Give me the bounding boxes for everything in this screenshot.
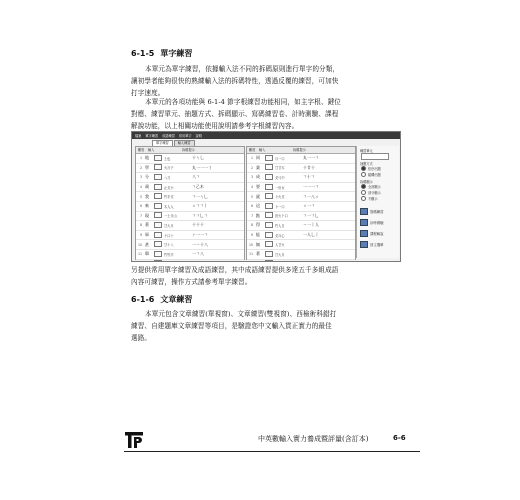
text-line: 本單元為單字練習，依據輸入法不同的拆碼原則進行單字的分類， <box>145 65 340 73</box>
answer-input-cell <box>152 155 162 162</box>
practice-character: 要 <box>255 184 261 190</box>
answer-input-cell <box>263 155 273 162</box>
write-code-button[interactable] <box>360 208 384 215</box>
row-index: 5 <box>250 194 253 199</box>
answer-input-cell <box>152 241 162 248</box>
footer-book-title: 中英數輸入實力養成暨評量(含訂本) <box>258 435 369 443</box>
practice-character: 歲 <box>144 184 150 190</box>
decomposition-hint: 一人乚丨 <box>303 232 319 238</box>
header-cell: 拆碼提示 <box>182 148 195 152</box>
app-tab: 輸入練習 <box>174 140 195 147</box>
answer-input[interactable] <box>154 164 162 170</box>
practice-character: 無 <box>255 241 261 247</box>
practice-character: 得 <box>255 222 261 228</box>
practice-character: 來 <box>144 203 150 209</box>
decomposition-hint: ㄱㄱ乚ㄱ <box>192 212 208 218</box>
practice-character: 地 <box>144 155 150 161</box>
radio-label: 全部顯示 <box>368 185 381 189</box>
book-icon <box>360 230 368 237</box>
answer-input[interactable] <box>265 212 273 218</box>
table-row[interactable] <box>136 183 244 193</box>
radical-label: 廿十八 <box>164 243 174 248</box>
radical-label: 卜火戈 <box>275 195 285 200</box>
menu-item: 常用單字 <box>178 134 192 138</box>
radical-label: 田火卜口 <box>275 214 288 219</box>
answer-input-cell <box>152 184 162 191</box>
answer-input-cell <box>152 174 162 181</box>
answer-input-cell <box>263 174 273 181</box>
row-index: 1 <box>250 156 253 161</box>
text-line: 另提供常用單字練習及成語練習，其中成語練習提供多達五千多組成語 <box>131 266 339 274</box>
row-index: 2 <box>139 165 142 170</box>
row-index: 8 <box>250 223 253 228</box>
row-index: 1 <box>139 156 142 161</box>
radical-label: 止戈小 <box>164 185 174 190</box>
answer-input[interactable] <box>265 164 273 170</box>
radical-label: 一土月山 <box>164 214 177 219</box>
row-index: 11 <box>137 252 142 257</box>
radio-label: 部分顯示 <box>368 191 381 195</box>
row-index: 8 <box>139 223 142 228</box>
table-row[interactable] <box>247 212 355 222</box>
practice-character: 舉 <box>144 251 150 257</box>
table-row[interactable] <box>247 173 355 183</box>
answer-input[interactable] <box>265 241 273 247</box>
table-row[interactable] <box>136 260 244 262</box>
header-cell: 拆碼提示 <box>293 148 306 152</box>
answer-input[interactable] <box>154 260 162 262</box>
section-heading-6-1-5 <box>131 48 192 59</box>
table-row[interactable] <box>247 231 355 241</box>
answer-input-cell <box>263 241 273 248</box>
text-line: 解說功能，以上相關功能使用說明請參考字根練習內容。 <box>131 122 299 130</box>
table-row[interactable] <box>247 240 355 250</box>
answer-input[interactable] <box>265 251 273 257</box>
row-index: 10 <box>248 242 253 247</box>
answer-input-cell <box>263 212 273 219</box>
decomposition-hint: 一ㄧ十八 <box>192 241 208 247</box>
radical-label: 廿廿木 <box>275 166 285 171</box>
row-index: 9 <box>139 233 142 238</box>
decomposition-hint: ㄱ一ㄱ乚 <box>303 212 319 218</box>
decomposition-hint: ㄏ一一ㄱ <box>192 232 208 238</box>
table-row[interactable] <box>247 202 355 212</box>
radio-dot-icon <box>361 172 366 177</box>
radio-dot-icon <box>361 166 366 171</box>
answer-input-cell <box>263 260 273 262</box>
practice-character: 軍 <box>144 232 150 238</box>
table-row[interactable] <box>136 154 244 164</box>
app-menubar <box>132 132 401 139</box>
table-row[interactable] <box>136 212 244 222</box>
answer-input[interactable] <box>265 193 273 199</box>
radio-dot-icon <box>361 184 366 189</box>
radical-label: 廿大月 <box>275 252 285 257</box>
table-row[interactable] <box>136 231 244 241</box>
decomposition-hint: ㄱ一八ㄨ <box>303 193 319 199</box>
radio-label: 依序出題 <box>368 167 381 171</box>
decomposition-hint: ㄱ乙木 <box>192 184 204 190</box>
main-menu-button[interactable] <box>360 241 384 248</box>
practice-character: 同 <box>255 155 261 161</box>
text-line: 對應、練習單元、抽題方式、拆碼顯示、寫碼練習卷、計時測驗、課程 <box>131 110 339 118</box>
answer-input[interactable] <box>265 222 273 228</box>
row-index: 5 <box>139 194 142 199</box>
lesson-button[interactable] <box>360 230 384 237</box>
answer-input-cell <box>263 203 273 210</box>
text-line: 本單元的各項功能與 6-1-4 節字根練習功能相同，如主字根、鍵位 <box>145 98 341 106</box>
answer-input-cell <box>263 193 273 200</box>
radical-label: 八刀 <box>164 175 171 180</box>
answer-input-cell <box>152 222 162 229</box>
table-row[interactable] <box>136 240 244 250</box>
decomposition-hint: ㄱ十ㄱ <box>303 174 315 180</box>
radio-label: 不顯示 <box>368 197 378 201</box>
answer-input[interactable] <box>154 155 162 161</box>
row-index: 6 <box>250 204 253 209</box>
answer-input[interactable] <box>154 241 162 247</box>
radical-label: 十口十 <box>164 233 174 238</box>
unit-select[interactable] <box>361 153 389 160</box>
row-index: 2 <box>250 165 253 170</box>
table-row[interactable] <box>136 173 244 183</box>
header-cell: 難度 <box>138 148 145 152</box>
radio-dot-icon <box>361 190 366 195</box>
practice-character: 著 <box>255 251 261 257</box>
paragraph-functions <box>131 96 341 132</box>
page-number: 6-6 <box>393 434 406 442</box>
section-title: 單字練習 <box>160 48 193 58</box>
button-label: 計時測驗 <box>370 221 384 225</box>
practice-character: 我 <box>144 193 150 199</box>
decomposition-hint: ㄧ一丨人 <box>303 222 319 228</box>
home-icon <box>360 241 368 248</box>
answer-input[interactable] <box>154 222 162 228</box>
decomposition-hint: 丸一一一ㄋ <box>192 164 212 170</box>
menu-item: 成語練習 <box>162 134 175 138</box>
table-row[interactable] <box>136 250 244 260</box>
row-index: 4 <box>139 185 142 190</box>
radical-label: 木人人 <box>164 204 174 209</box>
decomposition-hint: 丸一一ㄱ <box>303 155 319 161</box>
practice-table-middle <box>246 146 356 260</box>
radical-label: 廿大月 <box>164 223 174 228</box>
answer-input[interactable] <box>154 184 162 190</box>
text-line: 打字速度。 <box>131 89 165 97</box>
decomposition-hint: ㄨ一ㄱ <box>303 203 315 209</box>
practice-table-left <box>135 146 245 260</box>
text-line: 本單元包含文章練習(單視窗)、文章練習(雙視窗)、西檢術科錯打 <box>145 310 337 318</box>
embedded-app-screenshot <box>131 131 401 262</box>
decomposition-hint: 十廿十 <box>303 164 315 170</box>
radio-label: 隨機出題 <box>368 173 381 177</box>
header-cell: 輸入 <box>148 148 155 152</box>
practice-character: 點 <box>255 212 261 218</box>
answer-input-cell <box>152 232 162 239</box>
answer-input[interactable] <box>265 184 273 190</box>
table-row[interactable] <box>247 221 355 231</box>
text-line: 內容可練習，操作方式請參考單字練習。 <box>131 278 252 286</box>
practice-character: 著 <box>144 222 150 228</box>
clock-icon <box>360 219 368 226</box>
text-line: 練習、自建題庫文章練習等項目，是驗證您中文輸入貫正實力的最佳 <box>131 322 332 330</box>
options-side-panel <box>356 146 399 258</box>
radical-label: 竹手戈 <box>164 195 174 200</box>
radical-label <box>162 261 190 262</box>
decomposition-hint: 一一一ㄱ <box>303 184 319 190</box>
side-label: 拆碼顯示 <box>360 180 373 184</box>
table-row[interactable] <box>136 221 244 231</box>
row-index: 6 <box>139 204 142 209</box>
answer-input[interactable] <box>154 251 162 257</box>
radical-label: 卜一口 <box>275 204 285 209</box>
row-index: 3 <box>139 175 142 180</box>
radio-option[interactable] <box>361 166 381 171</box>
table-row[interactable] <box>247 164 355 174</box>
practice-character: 這 <box>255 203 261 209</box>
header-cell <box>269 147 291 153</box>
practice-character: 成 <box>255 174 261 180</box>
decomposition-hint: ㄱ一ㄣ乚 <box>192 193 208 199</box>
answer-input-cell <box>152 164 162 171</box>
decomposition-hint <box>190 261 244 262</box>
answer-input-cell <box>152 212 162 219</box>
radical-label <box>273 261 301 262</box>
radical-label: 竹人日 <box>275 223 285 228</box>
practice-character <box>253 261 263 262</box>
answer-input-cell <box>152 251 162 258</box>
table-row[interactable] <box>247 154 355 164</box>
radio-option[interactable] <box>361 196 378 201</box>
radical-label: 人廿火 <box>275 243 285 248</box>
text-line: 選路。 <box>131 334 152 342</box>
publisher-logo-icon <box>125 432 143 448</box>
row-index: 10 <box>137 242 142 247</box>
answer-input[interactable] <box>265 232 273 238</box>
row-index: 9 <box>250 233 253 238</box>
decomposition-hint: ㄨㄱㄱ丨 <box>192 203 208 209</box>
row-index: 7 <box>139 213 142 218</box>
practice-character: 能 <box>255 232 261 238</box>
answer-input[interactable] <box>265 203 273 209</box>
radical-label: 土也 <box>164 156 171 161</box>
radio-dot-icon <box>361 196 366 201</box>
answer-input[interactable] <box>265 174 273 180</box>
button-label: 回主選單 <box>370 243 384 247</box>
answer-input-cell <box>152 193 162 200</box>
practice-character: 就 <box>255 193 261 199</box>
app-tab: 單字練習 <box>152 140 173 147</box>
answer-input-cell <box>152 203 162 210</box>
timed-test-button[interactable] <box>360 219 384 226</box>
table-row[interactable] <box>247 260 355 262</box>
radio-option[interactable] <box>361 184 381 189</box>
section-number: 6-1-6 <box>131 295 155 304</box>
table-row[interactable] <box>136 202 244 212</box>
answer-input[interactable] <box>154 232 162 238</box>
side-label: 抽題方式 <box>360 162 373 166</box>
answer-input[interactable] <box>265 155 273 161</box>
header-cell: 輸入 <box>259 148 266 152</box>
button-label: 寫碼練習 <box>370 210 384 214</box>
decomposition-hint: 一ㄱ八 <box>192 251 204 257</box>
side-label: 練習單元 <box>360 149 373 153</box>
practice-character: 分 <box>144 174 150 180</box>
answer-input-cell <box>263 184 273 191</box>
radical-label: 戈月心 <box>275 233 285 238</box>
paragraph-intro <box>131 63 339 99</box>
header-cell <box>158 147 180 153</box>
answer-input[interactable] <box>154 203 162 209</box>
menu-item: 單字練習 <box>145 134 159 138</box>
row-index: 11 <box>248 252 253 257</box>
answer-input-cell <box>263 164 273 171</box>
radical-label: 戈弓中 <box>275 175 285 180</box>
radical-label: 月一口 <box>275 156 285 161</box>
answer-input[interactable] <box>154 193 162 199</box>
answer-input-cell <box>263 222 273 229</box>
section-number: 6-1-5 <box>131 49 155 58</box>
row-index: 4 <box>250 185 253 190</box>
table-header <box>136 147 244 154</box>
table-row[interactable] <box>136 164 244 174</box>
header-cell: 難度 <box>249 148 256 152</box>
paragraph-extra <box>131 264 339 288</box>
decomposition-hint: 十ㄣ乚 <box>192 155 204 161</box>
decomposition-hint: 十十十 <box>192 222 204 228</box>
practice-character: 業 <box>255 164 261 170</box>
answer-input[interactable] <box>154 174 162 180</box>
footer-rule <box>124 451 420 452</box>
section-heading-6-1-6 <box>131 294 192 305</box>
sheet-icon <box>360 208 368 215</box>
menu-item: 檔案 <box>135 134 142 138</box>
text-line: 讓初學者能夠很快的熟練輸入法的拆碼特性，透過反覆的練習，可加快 <box>131 77 339 85</box>
practice-character: 甚 <box>144 241 150 247</box>
radio-option[interactable] <box>361 172 381 177</box>
answer-input-cell <box>263 251 273 258</box>
answer-input-cell <box>263 232 273 239</box>
radical-label: 竹竹手 <box>164 252 174 257</box>
radical-label: 一田女 <box>275 185 285 190</box>
paragraph-article-practice <box>131 308 336 344</box>
table-header <box>247 147 355 154</box>
table-row[interactable] <box>247 183 355 193</box>
section-title: 文章練習 <box>160 294 193 304</box>
radical-label: 火月子 <box>164 166 174 171</box>
table-row[interactable] <box>136 192 244 202</box>
row-index: 3 <box>250 175 253 180</box>
table-row[interactable] <box>247 192 355 202</box>
row-index: 7 <box>250 213 253 218</box>
radio-option[interactable] <box>361 190 381 195</box>
answer-input[interactable] <box>265 260 273 262</box>
practice-character: 學 <box>144 164 150 170</box>
decomposition-hint: 八ㄱ <box>192 174 200 180</box>
answer-input[interactable] <box>154 212 162 218</box>
practice-character: 現 <box>144 212 150 218</box>
menu-item: 說明 <box>195 134 202 138</box>
table-row[interactable] <box>247 250 355 260</box>
answer-input-cell <box>152 260 162 262</box>
practice-character <box>142 261 152 262</box>
button-label: 課程解說 <box>370 232 384 236</box>
